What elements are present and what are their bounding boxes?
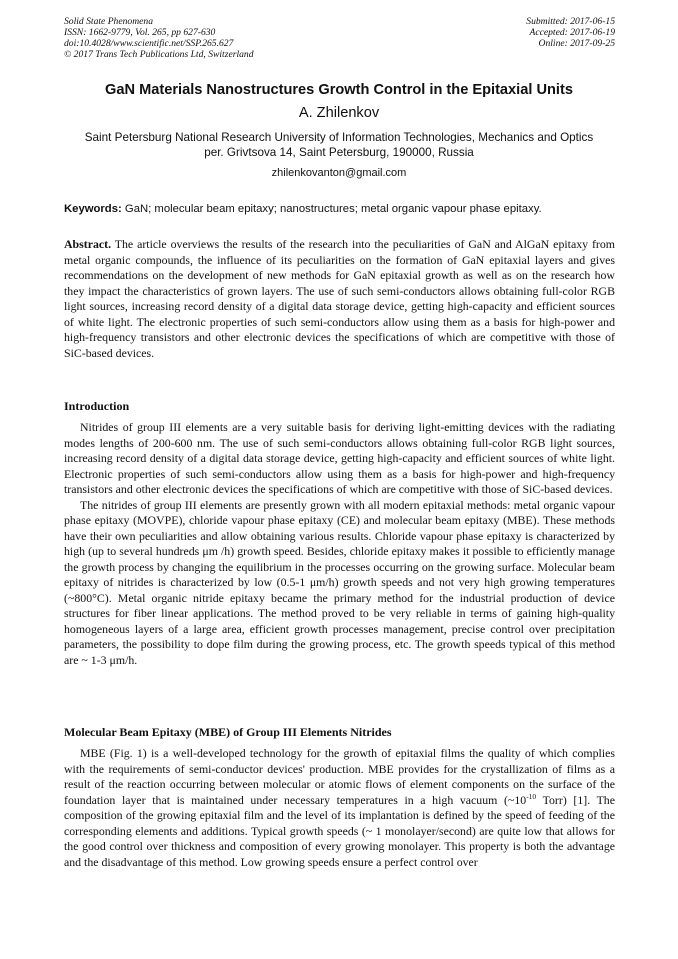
abstract-label: Abstract. [64, 237, 112, 251]
abstract-text: The article overviews the results of the research into the peculiarities of GaN and AlGaN epitaxy from metal organic compounds, the influence of its peculiarities on the formation of GaN epitaxial layers and gives recommendations on the development of new methods for GaN epitaxial growth as well as on the research how they impact the characteristics of grown layers. The use of such semi-conductors allows obtaining full-color RGB light sources, increasing record density of a digital data storage device, getting high-capacity and efficient sources of white light. The electronic properties of such semi-conductors allow using them as a basis for high-power and high-frequency transistors and other electronic devices the specifications of which are competitive with those of SiC-based devices. [64, 237, 615, 360]
mbe-text-part-1: MBE (Fig. 1) is a well-developed technology for the growth of epitaxial films the quality of which complies with the requirements of semi-conductor devices' production. MBE provides for the crystallization of films as a result of the reaction occurring between molecular or atomic flows of element components on the surface of the foundation layer that is maintained under necessary temperatures in a high vacuum (~10 [64, 746, 615, 807]
mbe-heading: Molecular Beam Epitaxy (MBE) of Group III Elements Nitrides [64, 725, 392, 739]
mbe-paragraph-1 [64, 746, 615, 870]
abstract [64, 237, 615, 361]
exponent: -10 [526, 791, 537, 801]
paper-title: GaN Materials Nanostructures Growth Control in the Epitaxial Units [105, 82, 573, 98]
introduction-heading: Introduction [64, 399, 130, 413]
keywords [64, 202, 615, 216]
submitted-date: Submitted: 2017-06-15 [526, 16, 615, 27]
author-email: zhilenkovanton@gmail.com [271, 167, 407, 179]
affiliation [40, 131, 638, 160]
mbe-text-part-2: Torr) [1]. The composition of the growing epitaxial film and the level of its implantation is defined by the speed of feeding of the corresponding elements and additions. Typical growth speeds (~ 1 monolayer/second) are quite low that allows for the good control over thickness and composition of every growing monolayer. This property is both the advantage and the disadvantage of this method. Low growing speeds ensure a perfect control over [64, 792, 615, 869]
online-date: Online: 2017-09-25 [538, 38, 615, 49]
affiliation-line-1: Saint Petersburg National Research University of Information Technologies, Mechanics and Optics [84, 131, 594, 144]
copyright-line: © 2017 Trans Tech Publications Ltd, Switzerland [64, 49, 254, 60]
issn-line: ISSN: 1662-9779, Vol. 265, pp 627-630 [64, 27, 216, 38]
journal-name: Solid State Phenomena [64, 16, 153, 27]
introduction-paragraph-2: The nitrides of group III elements are presently grown with all modern epitaxial methods: metal organic vapour phase epitaxy (MOVPE), chloride vapour phase epitaxy (CE) and molecular beam epitaxy (MBE). These methods have their own peculiarities and allow obtaining various results. Chloride vapour phase epitaxy is characterized by high (up to several hundreds μm /h) growth speed. Besides, chloride epitaxy makes it possible to efficiently manage the growth process by changing the equilibrium in the processes occurring on the growing surface. Molecular beam epitaxy of nitrides is characterized by low (0.5-1 μm/h) growth speeds and not very high growing temperatures (~800°C). Metal organic nitride epitaxy became the primary method for the industrial production of device structures for fiber linear applications. The method proved to be very reliable in terms of gaining high-quality homogeneous layers of a large area, efficient growth processes management, precise control over precipitation parameters, the possibility to dope film during the growing process, etc. The growth speeds typical of this method are ~ 1-3 μm/h. [64, 497, 615, 667]
keywords-label: Keywords: [64, 203, 122, 215]
mbe-body [64, 746, 615, 870]
journal-info [64, 16, 254, 60]
introduction-paragraph-1: Nitrides of group III elements are a very suitable basis for deriving light-emitting devices with the radiating modes lengths of 200-600 nm. The use of such semi-conductors allows obtaining full-color RGB light sources, increasing record density of a digital data storage device, getting high-capacity and efficient sources of white light. Electronic properties of such semi-conductors allow using them as a basis for high-power and high-frequency transistors and other electronic devices the specifications of which are competitive with those of SiC-based devices. [64, 420, 615, 496]
accepted-date: Accepted: 2017-06-19 [529, 27, 615, 38]
doi-line: doi:10.4028/www.scientific.net/SSP.265.627 [64, 38, 234, 49]
introduction-body [64, 420, 615, 668]
keywords-text: GaN; molecular beam epitaxy; nanostructures; metal organic vapour phase epitaxy. [121, 203, 542, 215]
affiliation-line-2: per. Grivtsova 14, Saint Petersburg, 190000, Russia [204, 145, 474, 159]
dates-info [526, 16, 615, 49]
author-name: A. Zhilenkov [298, 105, 380, 121]
